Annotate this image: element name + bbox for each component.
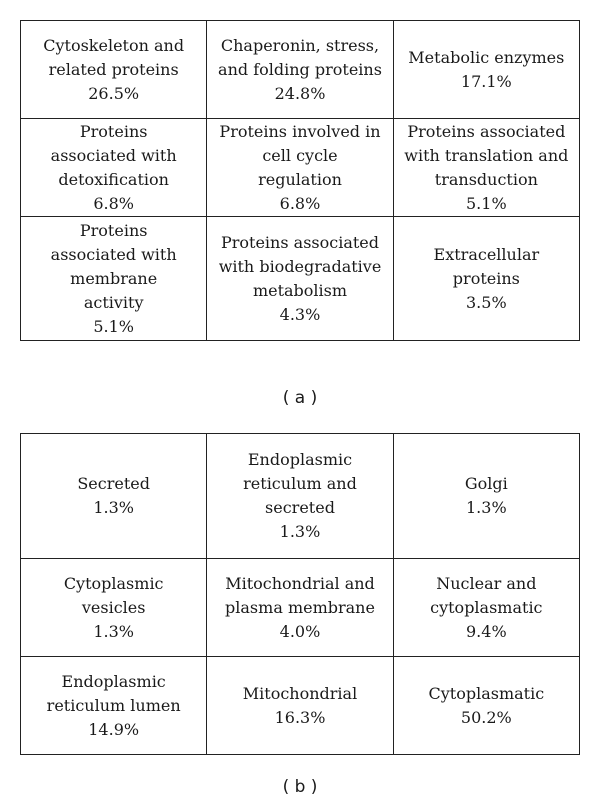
table-cell (207, 21, 393, 119)
cell-label: Cytoplasmic vesicles (63, 573, 164, 617)
cell-label: Proteins associated with detoxification (50, 121, 177, 189)
table-row (21, 21, 580, 119)
cell-value: 6.8% (93, 193, 134, 213)
cell-label: Proteins associated with membrane activity (50, 220, 177, 312)
protein-function-table (20, 20, 580, 341)
table-cell (393, 434, 579, 559)
cell-value: 9.4% (466, 621, 507, 641)
cell-value: 4.0% (279, 621, 321, 641)
panel-a-caption: ( a ) (282, 388, 318, 408)
table-cell (21, 434, 207, 559)
cell-label: Endoplasmic reticulum and secreted (243, 450, 357, 517)
cell-label: Metabolic enzymes (408, 47, 565, 67)
cell-value: 1.3% (466, 498, 507, 517)
cell-value: 1.3% (279, 522, 321, 541)
cell-label: Proteins involved in cell cycle regulation (219, 121, 381, 189)
table-cell (21, 21, 207, 119)
table-cell (21, 119, 207, 217)
table-row (21, 559, 580, 657)
cell-label: Proteins associated with biodegradative metabolism (218, 232, 382, 300)
table-cell (21, 559, 207, 657)
cell-label: Cytoplasmatic (428, 683, 545, 703)
cell-value: 1.3% (93, 621, 134, 641)
cell-value: 3.5% (466, 292, 507, 312)
cell-label: Cytoskeleton and related proteins (43, 35, 185, 79)
cell-label: Nuclear and cytoplasmatic (430, 573, 543, 617)
cell-label: Mitochondrial and plasma membrane (225, 573, 375, 617)
cell-label: Extracellular proteins (433, 244, 540, 288)
cell-value: 17.1% (460, 71, 512, 91)
cell-label: Golgi (464, 474, 508, 493)
cell-value: 16.3% (274, 707, 326, 727)
table-cell (393, 119, 579, 217)
cell-label: Endoplasmic reticulum lumen (46, 671, 181, 715)
cell-value: 24.8% (274, 83, 326, 103)
table-cell (393, 559, 579, 657)
table-cell (21, 217, 207, 341)
table-cell (207, 434, 393, 559)
panel-b-caption: ( b ) (282, 777, 318, 797)
subcellular-location-table (20, 433, 580, 755)
cell-value: 4.3% (279, 304, 321, 324)
cell-value: 14.9% (88, 719, 140, 739)
table-cell (207, 119, 393, 217)
table-row (21, 657, 580, 755)
cell-label: Chaperonin, stress, and folding proteins (218, 35, 382, 79)
cell-value: 5.1% (93, 316, 134, 336)
table-cell (393, 657, 579, 755)
table-cell (393, 217, 579, 341)
cell-value: 50.2% (460, 707, 512, 727)
table-cell (393, 21, 579, 119)
cell-label: Mitochondrial (242, 683, 358, 703)
table-cell (207, 657, 393, 755)
table-cell (21, 657, 207, 755)
cell-value: 26.5% (88, 83, 140, 103)
table-cell (207, 217, 393, 341)
table-row (21, 217, 580, 341)
cell-value: 1.3% (93, 498, 134, 517)
table-cell (207, 559, 393, 657)
table-row (21, 119, 580, 217)
cell-value: 6.8% (279, 193, 321, 213)
cell-label: Secreted (77, 474, 150, 493)
cell-label: Proteins associated with translation and transduction (404, 121, 569, 189)
table-row (21, 434, 580, 559)
cell-value: 5.1% (466, 193, 507, 213)
